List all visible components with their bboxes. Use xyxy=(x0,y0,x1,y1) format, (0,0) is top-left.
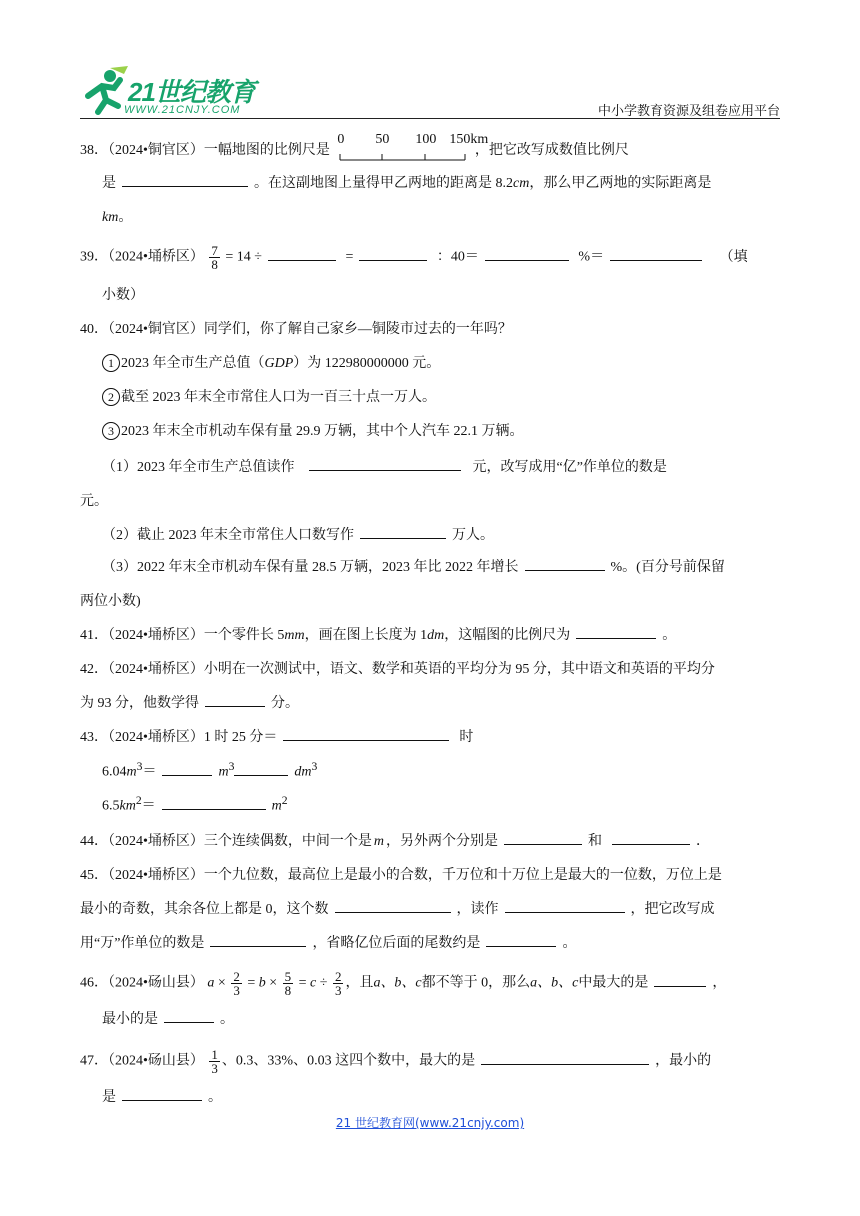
fraction-5-8: $\frac{5}{8}$ xyxy=(284,969,292,998)
answer-blank-45d[interactable] xyxy=(486,932,556,947)
answer-blank-43b[interactable] xyxy=(162,761,212,776)
answer-blank-43a[interactable] xyxy=(283,726,449,741)
question-38-line2: 是 。在这副地图上量得甲乙两地的距离是 8.2cm，那么甲乙两地的实际距离是 xyxy=(80,172,711,192)
answer-blank-43d[interactable] xyxy=(162,795,266,810)
answer-blank-39c[interactable] xyxy=(485,246,569,261)
question-45-line1: 45．（2024•埇桥区）一个九位数，最高位上是最小的合数，千万位和十万位上是最大的一位数，万位上是 xyxy=(80,868,722,883)
question-42-line1: 42．（2024•埇桥区）小明在一次测试中，语文、数学和英语的平均分为 95 分，其中语文和英语的平均分 xyxy=(80,662,715,677)
fraction-7-8: $\frac{7}{8}$ xyxy=(211,243,218,272)
question-39-line1: 39．（2024•埇桥区） $\frac{7}{8}$ = 14 ÷ = ：40＝ %＝ （填 xyxy=(80,243,748,272)
fraction-1-3: $\frac{1}{3}$ xyxy=(211,1047,218,1076)
question-40-sub2: （2）截止 2023 年末全市常住人口数写作 万人。 xyxy=(102,524,494,544)
answer-blank-38a[interactable] xyxy=(122,172,248,187)
question-40-sub3-line2: 两位小数) xyxy=(80,594,141,609)
answer-blank-41[interactable] xyxy=(576,624,656,639)
question-42-line2: 为 93 分，他数学得 分。 xyxy=(80,692,299,712)
question-40-title: 40．（2024•铜官区）同学们，你了解自己家乡—铜陵市过去的一年吗？ xyxy=(80,322,512,337)
question-43-line3: $6.5km^2= m^2$ xyxy=(102,794,288,814)
answer-blank-40-3[interactable] xyxy=(525,556,605,571)
answer-blank-40-1a[interactable] xyxy=(309,456,461,471)
answer-blank-39b[interactable] xyxy=(359,246,427,261)
question-38-line1: 38．（2024•铜官区）一幅地图的比例尺是 0 50 100 150km ，把它改写成数值比例尺 xyxy=(80,138,629,164)
question-45-line2: 最小的奇数，其余各位上都是 0，这个数 ，读作 ，把它改写成 xyxy=(80,898,715,918)
question-47-line1: 47．（2024•砀山县） $\frac{1}{3}$ 、0.3、33%、0.03 这四个数中，最大的是 ，最小的 xyxy=(80,1047,712,1076)
answer-blank-46a[interactable] xyxy=(654,972,706,987)
question-46-line2: 最小的是 。 xyxy=(80,1008,234,1028)
answer-blank-45c[interactable] xyxy=(210,932,306,947)
answer-blank-45a[interactable] xyxy=(335,898,451,913)
fraction-2-3-a: $\frac{2}{3}$ xyxy=(233,969,240,998)
scale-label-100: 100 xyxy=(415,132,437,147)
footer-link[interactable]: 21 世纪教育网(www.21cnjy.com) xyxy=(335,1116,525,1130)
question-39-line2: 小数） xyxy=(102,288,144,303)
logo-url: WWW.21CNJY.COM xyxy=(124,104,241,116)
question-43-line1: 43．（2024•埇桥区）1 时 25 分＝ 时 xyxy=(80,726,473,746)
question-40-sub1-line2: 元。 xyxy=(80,494,108,509)
answer-blank-44b[interactable] xyxy=(612,830,690,845)
question-40-item2: 2 截至 2023 年末全市常住人口为一百三十点一万人。 xyxy=(102,386,436,406)
question-40-sub1: （1）2023 年全市生产总值读作 元，改写成用“亿”作单位的数是 xyxy=(102,456,667,476)
fraction-2-3-b: $\frac{2}{3}$ xyxy=(334,969,342,998)
answer-blank-40-2[interactable] xyxy=(360,524,446,539)
answer-blank-42[interactable] xyxy=(205,692,265,707)
platform-title: 中小学教育资源及组卷应用平台 xyxy=(597,104,780,119)
question-40-item1: 1 2023 年全市生产总值（GDP）为 122980000000 元。 xyxy=(102,352,440,372)
question-41: 41．（2024•埇桥区）一个零件长 5mm，画在图上长度为 1dm，这幅图的比例尺为 。 xyxy=(80,624,676,644)
scale-label-0: 0 xyxy=(337,132,345,147)
question-44: 44．（2024•埇桥区）三个连续偶数，中间一个是 m ，另外两个分别是 和 ． xyxy=(80,830,710,850)
answer-blank-45b[interactable] xyxy=(505,898,625,913)
answer-blank-46b[interactable] xyxy=(164,1008,214,1023)
header-rule xyxy=(80,118,780,119)
question-45-line3: 用“万”作单位的数是 ，省略亿位后面的尾数约是 。 xyxy=(80,932,576,952)
answer-blank-39d[interactable] xyxy=(610,246,702,261)
answer-blank-47a[interactable] xyxy=(481,1050,649,1065)
scale-label-50: 50 xyxy=(375,132,390,147)
answer-blank-47b[interactable] xyxy=(122,1086,202,1101)
answer-blank-39a[interactable] xyxy=(268,246,336,261)
question-43-line2: $6.04m^3= m^3$ $dm^3$ xyxy=(102,760,318,780)
logo-runner-icon xyxy=(80,66,130,116)
answer-blank-43c[interactable] xyxy=(234,761,288,776)
logo-text: 21世纪教育 xyxy=(128,77,255,107)
question-40-item3: 3 2023 年末全市机动车保有量 29.9 万辆，其中个人汽车 22.1 万辆。 xyxy=(102,420,524,440)
question-46-line1: 46．（2024•砀山县） a × $\frac{2}{3}$ = b × $\frac{5}{8}$ = c ÷ $\frac{2}{3}$ ，且a、b、c都不等于 0，那么a、b、c中最大的是 ， xyxy=(80,969,727,998)
question-47-line2: 是 。 xyxy=(80,1086,222,1106)
answer-blank-44a[interactable] xyxy=(504,830,582,845)
scale-label-150km: 150km xyxy=(449,132,489,147)
question-40-sub3: （3）2022 年末全市机动车保有量 28.5 万辆，2023 年比 2022 年增长 %。(百分号前保留 xyxy=(102,556,725,576)
question-38-line3: km。 xyxy=(102,210,133,225)
map-scale-bar xyxy=(337,132,489,164)
scale-bar-graphic xyxy=(337,138,467,164)
